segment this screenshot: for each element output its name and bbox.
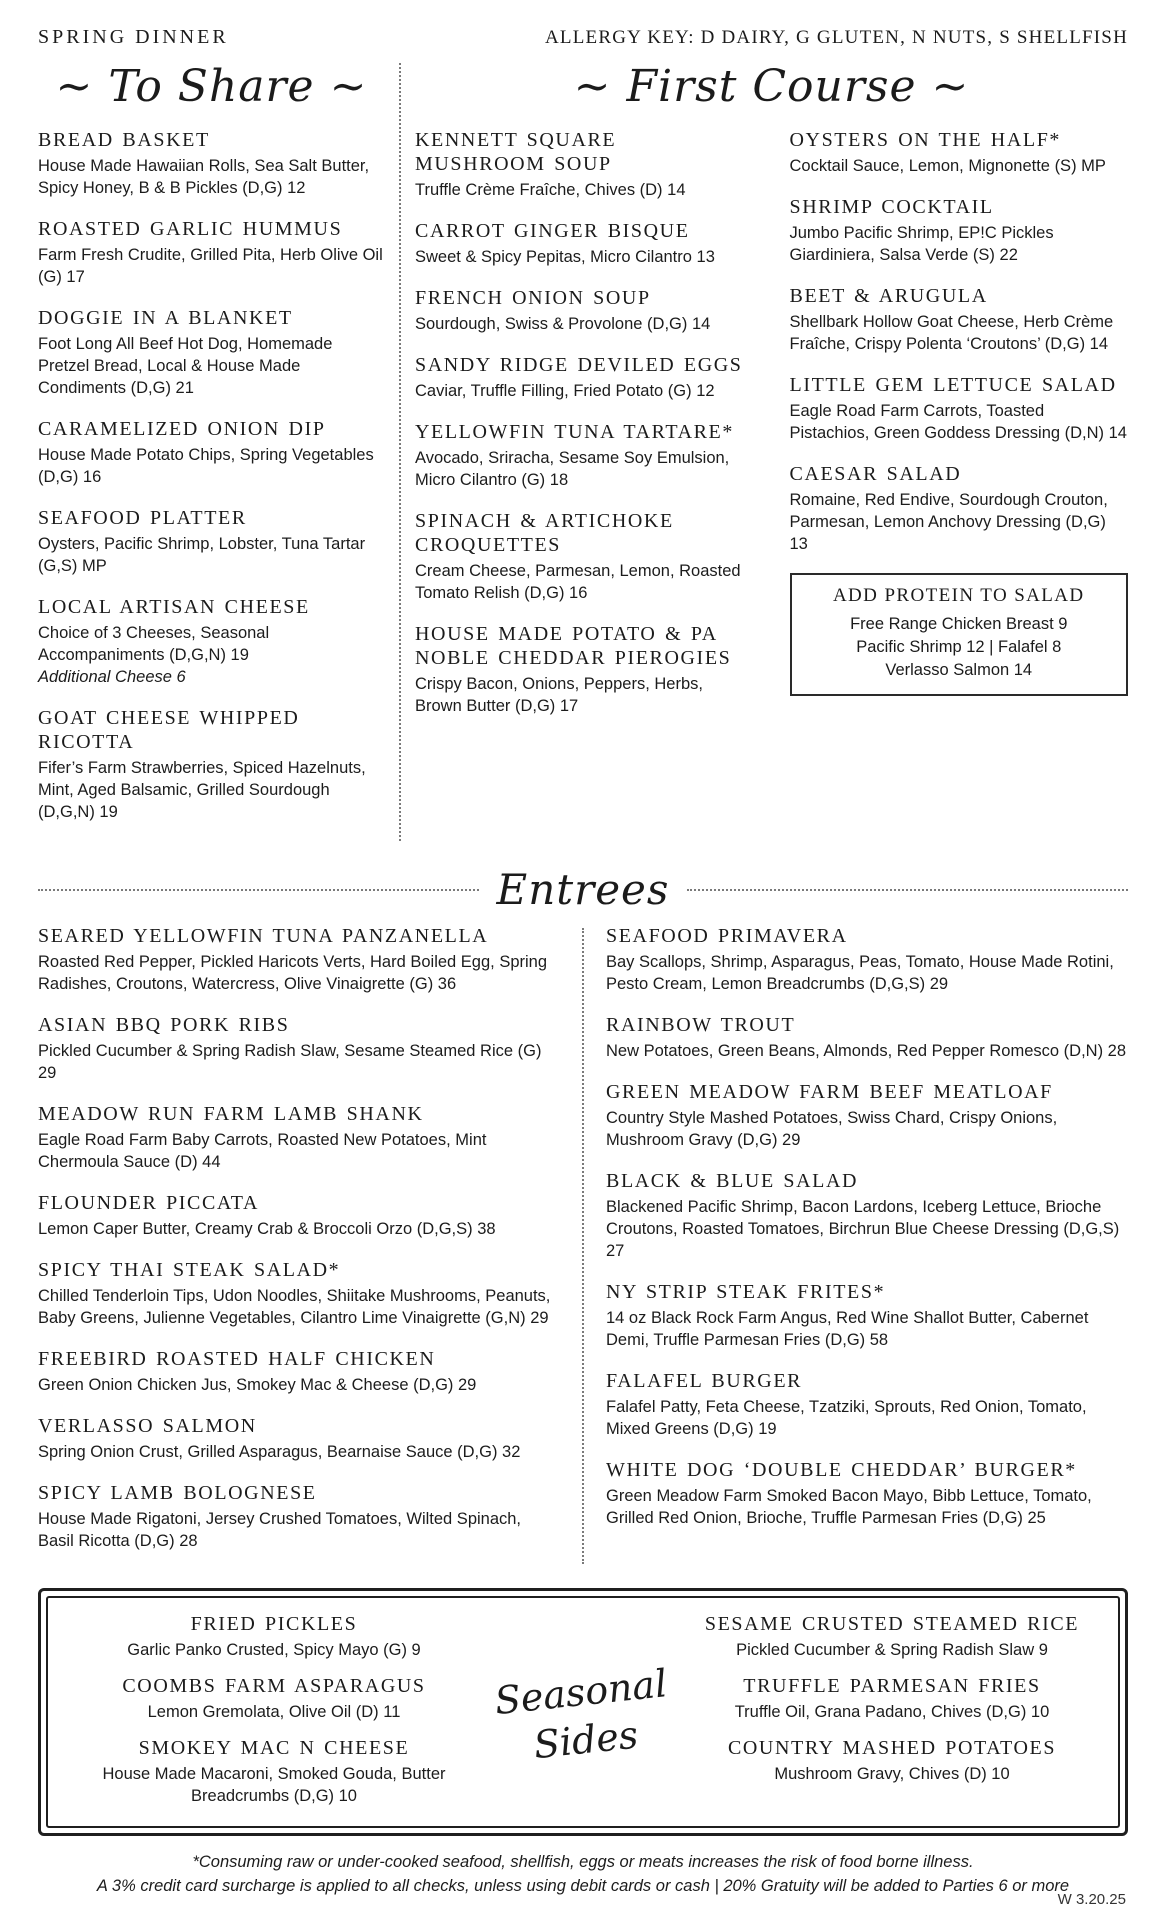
item-name: COUNTRY MASHED POTATOES xyxy=(727,1737,1057,1759)
dotted-line-left xyxy=(38,889,479,891)
menu-item xyxy=(38,506,385,577)
item-name: DOGGIE IN A BLANKET xyxy=(38,307,293,329)
item-description: Country Style Mashed Potatoes, Swiss Chard, Crispy Onions, Mushroom Gravy (D,G) 29 xyxy=(606,1109,1058,1149)
item-description: Cocktail Sauce, Lemon, Mignonette (S) MP xyxy=(789,157,1106,175)
menu-item xyxy=(790,462,1129,555)
sides-col-1 xyxy=(68,1612,480,1820)
item-description: Pickled Cucumber & Spring Radish Slaw 9 xyxy=(736,1641,1048,1659)
menu-item xyxy=(415,128,754,201)
menu-item xyxy=(790,373,1129,444)
item-name: FRENCH ONION SOUP xyxy=(415,287,651,309)
item-description: Romaine, Red Endive, Sourdough Crouton, Parmesan, Lemon Anchovy Dressing (D,G) 13 xyxy=(789,491,1108,553)
item-name: SANDY RIDGE DEVILED EGGS xyxy=(415,354,743,376)
menu-item xyxy=(606,1458,1128,1529)
item-description: Shellbark Hollow Goat Cheese, Herb Crème Fraîche, Crispy Polenta ‘Croutons’ (D,G) 14 xyxy=(789,313,1114,353)
seasonal-sides-title-text xyxy=(492,1660,674,1773)
item-name: SHRIMP COCKTAIL xyxy=(789,196,994,218)
seasonal-sides-inner xyxy=(46,1596,1120,1828)
footer-surcharge-note: A 3% credit card surcharge is applied to all checks, unless using debit cards or cash | 20% Gratuity will be added to Parties 6 or more xyxy=(96,1877,1070,1895)
menu-item xyxy=(790,284,1129,355)
entrees-col-2 xyxy=(584,924,1128,1570)
add-protein-line: Free Range Chicken Breast 9 xyxy=(850,615,1068,633)
item-name: FRIED PICKLES xyxy=(190,1613,358,1635)
item-description: Fifer’s Farm Strawberries, Spiced Hazelnuts, Mint, Aged Balsamic, Grilled Sourdough (D,G,N) 19 xyxy=(38,759,366,821)
item-description: Lemon Gremolata, Olive Oil (D) 11 xyxy=(147,1703,401,1721)
seasonal-sides-box xyxy=(38,1588,1128,1836)
item-name: NY STRIP STEAK FRITES* xyxy=(606,1281,886,1303)
menu-item xyxy=(38,1347,560,1396)
menu-item xyxy=(38,1414,560,1463)
item-name: BREAD BASKET xyxy=(38,129,210,151)
item-description: Pickled Cucumber & Spring Radish Slaw, Sesame Steamed Rice (G) 29 xyxy=(38,1042,542,1082)
menu-item xyxy=(38,217,385,288)
sides-title-line-2: Sides xyxy=(531,1711,640,1767)
item-description: Caviar, Truffle Filling, Fried Potato (G) 12 xyxy=(415,382,715,400)
menu-item xyxy=(38,128,385,199)
item-name: CAESAR SALAD xyxy=(789,463,962,485)
top-section xyxy=(38,59,1128,841)
seasonal-sides-title xyxy=(480,1660,686,1767)
menu-item xyxy=(38,1481,560,1552)
item-description: Blackened Pacific Shrimp, Bacon Lardons, Iceberg Lettuce, Brioche Croutons, Roasted Tomatoes, Birchrun Blue Cheese Dressing (D,G,S) 27 xyxy=(606,1198,1120,1260)
item-name: WHITE DOG ‘DOUBLE CHEDDAR’ BURGER* xyxy=(606,1459,1077,1481)
first-course-section xyxy=(415,59,1128,841)
item-description: Eagle Road Farm Baby Carrots, Roasted New Potatoes, Mint Chermoula Sauce (D) 44 xyxy=(38,1131,487,1171)
menu-item xyxy=(415,509,754,604)
item-name: VERLASSO SALMON xyxy=(38,1415,257,1437)
item-name: SEARED YELLOWFIN TUNA PANZANELLA xyxy=(38,925,489,947)
item-description: Choice of 3 Cheeses, Seasonal Accompaniments (D,G,N) 19 xyxy=(38,624,270,664)
add-protein-lines xyxy=(802,613,1117,682)
menu-item xyxy=(686,1736,1098,1785)
item-description: Sourdough, Swiss & Provolone (D,G) 14 xyxy=(415,315,711,333)
menu-item xyxy=(415,420,754,491)
entrees-section xyxy=(38,924,1128,1570)
item-note: Additional Cheese 6 xyxy=(38,668,186,686)
menu-item xyxy=(686,1674,1098,1723)
item-name: LOCAL ARTISAN CHEESE xyxy=(38,596,310,618)
menu-item xyxy=(415,622,754,717)
menu-item xyxy=(606,1013,1128,1062)
add-protein-line: Verlasso Salmon 14 xyxy=(885,661,1033,679)
item-description: Chilled Tenderloin Tips, Udon Noodles, Shiitake Mushrooms, Peanuts, Baby Greens, Julienne Vegetables, Cilantro Lime Vinaigrette (G,N) 29 xyxy=(38,1287,551,1327)
item-description: New Potatoes, Green Beans, Almonds, Red Pepper Romesco (D,N) 28 xyxy=(606,1042,1126,1060)
menu-item xyxy=(68,1674,480,1723)
add-protein-title: ADD PROTEIN TO SALAD xyxy=(832,585,1085,606)
item-description: Foot Long All Beef Hot Dog, Homemade Pretzel Bread, Local & House Made Condiments (D,G) 21 xyxy=(38,335,333,397)
item-description: Crispy Bacon, Onions, Peppers, Herbs, Brown Butter (D,G) 17 xyxy=(415,675,703,715)
item-description: Lemon Caper Butter, Creamy Crab & Broccoli Orzo (D,G,S) 38 xyxy=(38,1220,496,1238)
menu-item xyxy=(415,286,754,335)
item-description: Falafel Patty, Feta Cheese, Tzatziki, Sprouts, Red Onion, Tomato, Mixed Greens (D,G) 19 xyxy=(606,1398,1087,1438)
item-description: House Made Rigatoni, Jersey Crushed Tomatoes, Wilted Spinach, Basil Ricotta (D,G) 28 xyxy=(38,1510,522,1550)
dotted-line-right xyxy=(687,889,1128,891)
item-name: COOMBS FARM ASPARAGUS xyxy=(122,1675,426,1697)
menu-item xyxy=(415,219,754,268)
item-description: 14 oz Black Rock Farm Angus, Red Wine Shallot Butter, Cabernet Demi, Truffle Parmesan Fries (D,G) 58 xyxy=(606,1309,1089,1349)
item-name: RAINBOW TROUT xyxy=(606,1014,796,1036)
item-description: Spring Onion Crust, Grilled Asparagus, Bearnaise Sauce (D,G) 32 xyxy=(38,1443,521,1461)
item-name: MEADOW RUN FARM LAMB SHANK xyxy=(38,1103,424,1125)
item-description: Sweet & Spicy Pepitas, Micro Cilantro 13 xyxy=(415,248,715,266)
menu-item xyxy=(790,128,1129,177)
item-description: Cream Cheese, Parmesan, Lemon, Roasted Tomato Relish (D,G) 16 xyxy=(415,562,741,602)
menu-item xyxy=(606,1369,1128,1440)
first-course-col-2 xyxy=(790,128,1129,735)
item-name: FALAFEL BURGER xyxy=(606,1370,803,1392)
item-description: Avocado, Sriracha, Sesame Soy Emulsion, Micro Cilantro (G) 18 xyxy=(415,449,730,489)
item-name: SESAME CRUSTED STEAMED RICE xyxy=(704,1613,1080,1635)
vertical-dotted-divider xyxy=(399,63,401,841)
menu-item xyxy=(686,1612,1098,1661)
item-name: SPICY LAMB BOLOGNESE xyxy=(38,1482,317,1504)
entrees-heading: Entrees xyxy=(496,865,670,914)
menu-item xyxy=(38,706,385,823)
item-name: BLACK & BLUE SALAD xyxy=(606,1170,859,1192)
menu-version: W 3.20.25 xyxy=(1057,1891,1126,1908)
menu-item xyxy=(606,924,1128,995)
item-description: Green Meadow Farm Smoked Bacon Mayo, Bibb Lettuce, Tomato, Grilled Red Onion, Brioche, Truffle Parmesan Fries (D,G) 25 xyxy=(606,1487,1092,1527)
item-name: TRUFFLE PARMESAN FRIES xyxy=(743,1675,1041,1697)
entrees-header xyxy=(38,865,1128,914)
to-share-section xyxy=(38,59,385,841)
menu-title: SPRING DINNER xyxy=(38,26,229,48)
first-course-columns xyxy=(415,128,1128,735)
item-name: BEET & ARUGULA xyxy=(789,285,988,307)
item-description: Bay Scallops, Shrimp, Asparagus, Peas, Tomato, House Made Rotini, Pesto Cream, Lemon Breadcrumbs (D,G,S) 29 xyxy=(606,953,1114,993)
menu-item xyxy=(38,1013,560,1084)
item-description: Mushroom Gravy, Chives (D) 10 xyxy=(774,1765,1010,1783)
menu-item xyxy=(38,1102,560,1173)
item-name: SEAFOOD PRIMAVERA xyxy=(606,925,848,947)
menu-item xyxy=(38,1191,560,1240)
first-course-col-2-items xyxy=(790,128,1129,555)
item-description: House Made Macaroni, Smoked Gouda, Butter Breadcrumbs (D,G) 10 xyxy=(102,1765,446,1805)
menu-item xyxy=(790,195,1129,266)
footer-disclaimer: *Consuming raw or under-cooked seafood, shellfish, eggs or meats increases the risk of food borne illness. xyxy=(192,1853,974,1871)
item-name: SMOKEY MAC N CHEESE xyxy=(138,1737,410,1759)
entrees-col-1 xyxy=(38,924,582,1570)
item-description: Truffle Oil, Grana Padano, Chives (D,G) 10 xyxy=(734,1703,1050,1721)
menu-item xyxy=(606,1169,1128,1262)
item-name: KENNETT SQUARE MUSHROOM SOUP xyxy=(415,129,617,175)
item-name: CARAMELIZED ONION DIP xyxy=(38,418,326,440)
item-name: SEAFOOD PLATTER xyxy=(38,507,247,529)
add-protein-line: Pacific Shrimp 12 | Falafel 8 xyxy=(856,638,1062,656)
menu-item xyxy=(38,1258,560,1329)
to-share-heading: ~ To Share ~ xyxy=(55,61,368,112)
menu-item xyxy=(38,595,385,688)
item-description: Eagle Road Farm Carrots, Toasted Pistachios, Green Goddess Dressing (D,N) 14 xyxy=(789,402,1127,442)
item-description: Oysters, Pacific Shrimp, Lobster, Tuna Tartar (G,S) MP xyxy=(38,535,366,575)
item-name: FLOUNDER PICCATA xyxy=(38,1192,260,1214)
sides-title-line-1: Seasonal xyxy=(492,1660,669,1723)
item-name: LITTLE GEM LETTUCE SALAD xyxy=(789,374,1117,396)
menu-item xyxy=(606,1080,1128,1151)
menu-item xyxy=(68,1736,480,1807)
item-description: Garlic Panko Crusted, Spicy Mayo (G) 9 xyxy=(127,1641,421,1659)
menu-item xyxy=(606,1280,1128,1351)
item-name: SPICY THAI STEAK SALAD* xyxy=(38,1259,341,1281)
menu-item xyxy=(38,924,560,995)
menu-item xyxy=(68,1612,480,1661)
allergy-key: ALLERGY KEY: D DAIRY, G GLUTEN, N NUTS, S SHELLFISH xyxy=(544,27,1128,48)
item-description: House Made Potato Chips, Spring Vegetables (D,G) 16 xyxy=(38,446,374,486)
item-description: House Made Hawaiian Rolls, Sea Salt Butter, Spicy Honey, B & B Pickles (D,G) 12 xyxy=(38,157,370,197)
menu-item xyxy=(38,306,385,399)
footer xyxy=(38,1850,1128,1898)
add-protein-box xyxy=(790,573,1129,696)
item-description: Farm Fresh Crudite, Grilled Pita, Herb Olive Oil (G) 17 xyxy=(38,246,383,286)
item-name: GREEN MEADOW FARM BEEF MEATLOAF xyxy=(606,1081,1053,1103)
item-name: OYSTERS ON THE HALF* xyxy=(789,129,1062,151)
to-share-items xyxy=(38,128,385,823)
item-name: YELLOWFIN TUNA TARTARE* xyxy=(415,421,734,443)
first-course-col-1 xyxy=(415,128,754,735)
item-name: SPINACH & ARTICHOKE CROQUETTES xyxy=(415,510,674,556)
first-course-heading: ~ First Course ~ xyxy=(573,61,970,112)
item-description: Truffle Crème Fraîche, Chives (D) 14 xyxy=(415,181,686,199)
top-bar xyxy=(38,26,1128,49)
item-name: HOUSE MADE POTATO & PA NOBLE CHEDDAR PIEROGIES xyxy=(415,623,732,669)
menu-item xyxy=(38,417,385,488)
item-description: Roasted Red Pepper, Pickled Haricots Verts, Hard Boiled Egg, Spring Radishes, Croutons, Watercress, Olive Vinaigrette (G) 36 xyxy=(38,953,548,993)
menu-item xyxy=(415,353,754,402)
item-name: FREEBIRD ROASTED HALF CHICKEN xyxy=(38,1348,436,1370)
item-name: ROASTED GARLIC HUMMUS xyxy=(38,218,343,240)
item-name: CARROT GINGER BISQUE xyxy=(415,220,690,242)
item-description: Jumbo Pacific Shrimp, EP!C Pickles Giardiniera, Salsa Verde (S) 22 xyxy=(789,224,1054,264)
sides-col-2 xyxy=(686,1612,1098,1798)
item-description: Green Onion Chicken Jus, Smokey Mac & Cheese (D,G) 29 xyxy=(38,1376,477,1394)
item-name: ASIAN BBQ PORK RIBS xyxy=(38,1014,290,1036)
item-name: GOAT CHEESE WHIPPED RICOTTA xyxy=(38,707,300,753)
